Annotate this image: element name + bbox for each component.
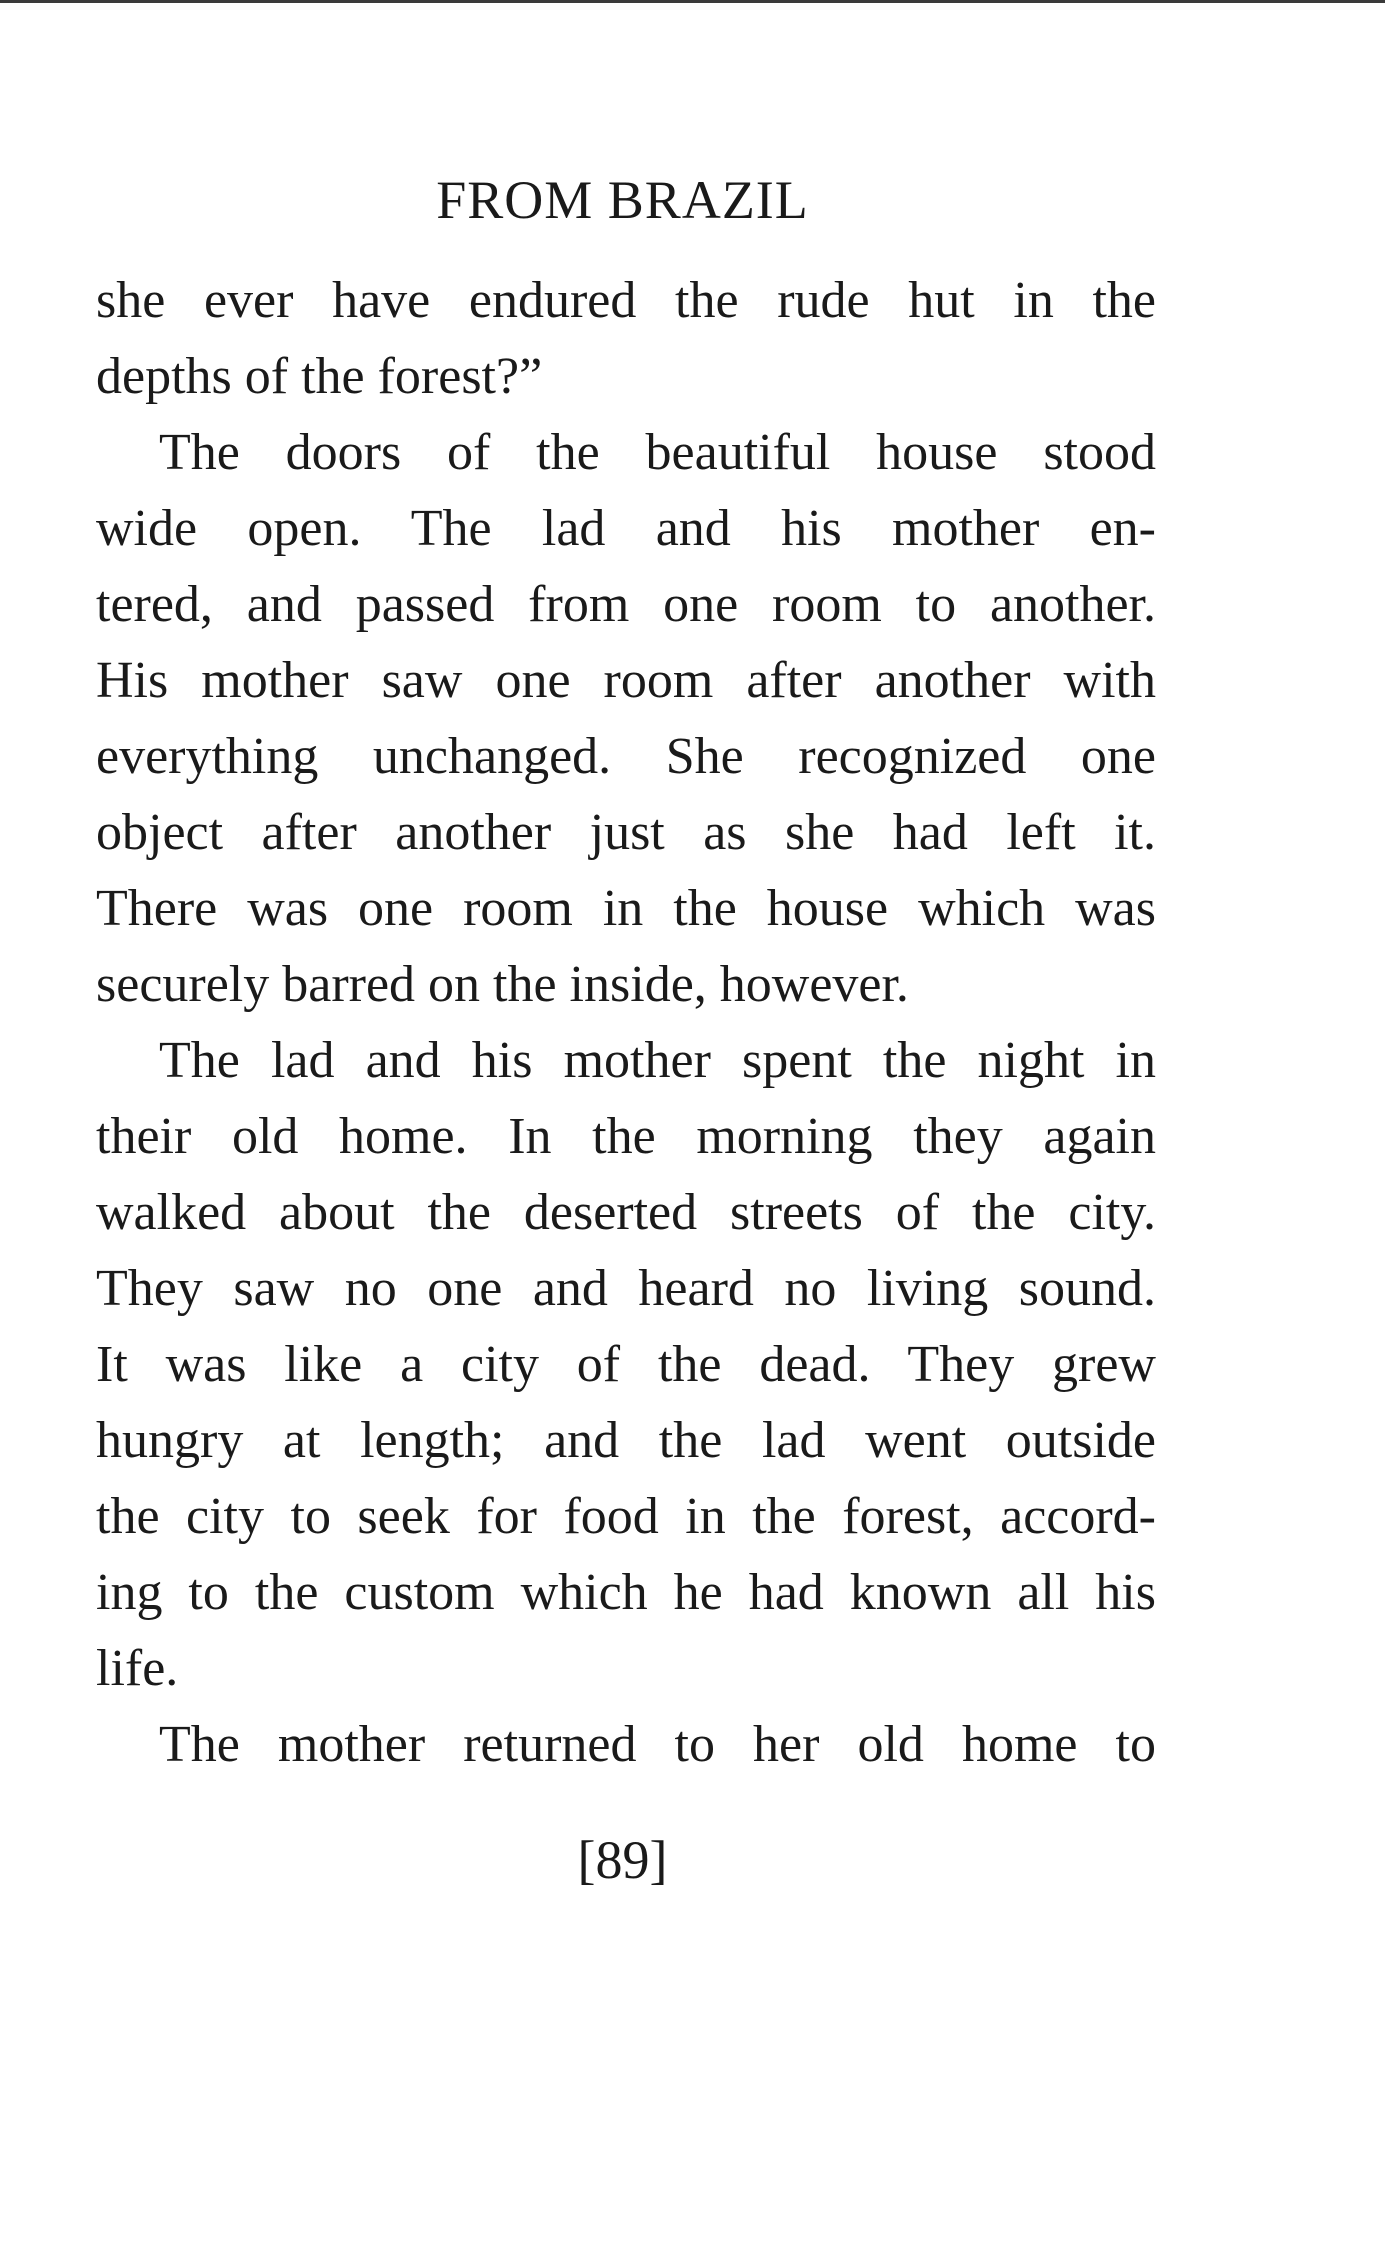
text-line: object after another just as she had left it. bbox=[96, 804, 1156, 861]
text-line: There was one room in the house which was bbox=[96, 880, 1156, 937]
text-line: The mother returned to her old home to bbox=[159, 1716, 1156, 1773]
text-line: life. bbox=[96, 1640, 179, 1697]
text-line: she ever have endured the rude hut in the bbox=[96, 272, 1156, 329]
text-line: tered, and passed from one room to another. bbox=[96, 576, 1156, 633]
text-line: wide open. The lad and his mother en- bbox=[96, 500, 1156, 557]
text-line: their old home. In the morning they again bbox=[96, 1108, 1156, 1165]
text-line: The doors of the beautiful house stood bbox=[159, 424, 1156, 481]
text-line: They saw no one and heard no living sound. bbox=[96, 1260, 1156, 1317]
top-rule bbox=[0, 0, 1385, 3]
text-line: everything unchanged. She recognized one bbox=[96, 728, 1156, 785]
text-line: It was like a city of the dead. They grew bbox=[96, 1336, 1156, 1393]
body-text bbox=[96, 263, 1156, 1783]
text-line: The lad and his mother spent the night in bbox=[159, 1032, 1156, 1089]
text-line: depths of the forest?” bbox=[96, 348, 543, 405]
page-number: [89] bbox=[577, 1830, 668, 1890]
text-line: His mother saw one room after another with bbox=[96, 652, 1156, 709]
text-line: hungry at length; and the lad went outside bbox=[96, 1412, 1156, 1469]
text-line: walked about the deserted streets of the city. bbox=[96, 1184, 1156, 1241]
text-line: ing to the custom which he had known all his bbox=[96, 1564, 1156, 1621]
running-head: FROM BRAZIL bbox=[436, 170, 809, 230]
text-line: the city to seek for food in the forest, accord- bbox=[96, 1488, 1156, 1545]
text-line: securely barred on the inside, however. bbox=[96, 956, 909, 1013]
